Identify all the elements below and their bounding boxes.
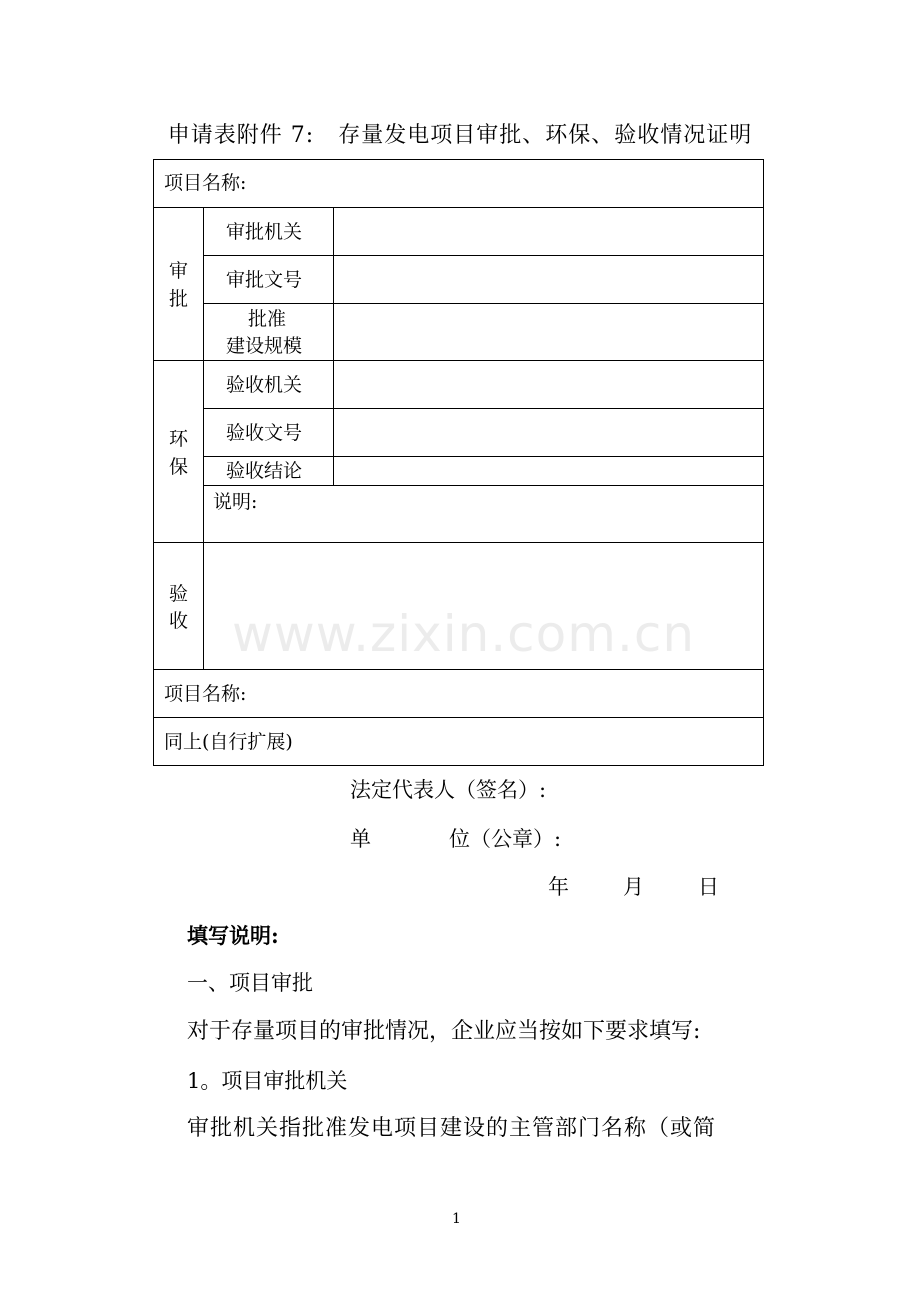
title-prefix: 申请表附件 7: — [167, 123, 315, 148]
acceptance-section-label-1: 验 — [169, 583, 189, 605]
env-doc-no-label: 验收文号 — [226, 422, 303, 444]
approval-scale-field[interactable] — [334, 304, 763, 360]
env-authority-label: 验收机关 — [226, 374, 303, 396]
approval-doc-no-field[interactable] — [334, 256, 763, 303]
unit-label-char: 单 — [350, 827, 371, 851]
project-name-label: 项目名称: — [164, 172, 247, 194]
approval-section-label-2: 批 — [169, 288, 189, 310]
document-title — [0, 120, 920, 152]
date-month-label: 月 — [623, 875, 644, 899]
date-year-label: 年 — [548, 875, 569, 899]
row-divider — [153, 669, 764, 670]
approval-authority-label: 审批机关 — [226, 221, 303, 243]
instructions-paragraph-1: 对于存量项目的审批情况，企业应当按如下要求填写: — [187, 1019, 701, 1044]
instructions-section-1: 一、项目审批 — [187, 971, 313, 995]
approval-authority-field[interactable] — [334, 208, 763, 255]
table-border-right — [763, 159, 764, 766]
legal-rep-signature-label: 法定代表人（签名）: — [350, 778, 547, 802]
instructions-item-1: 1。项目审批机关 — [187, 1069, 348, 1093]
title-text: 存量发电项目审批、环保、验收情况证明 — [338, 123, 753, 148]
row-divider — [153, 717, 764, 718]
approval-doc-no-label: 审批文号 — [226, 269, 303, 291]
env-conclusion-label: 验收结论 — [226, 460, 303, 482]
approval-scale-label-1: 批准 — [248, 308, 287, 330]
unit-seal-label: 位（公章）: — [449, 827, 562, 851]
table-border-left — [153, 159, 154, 766]
table-border-top — [153, 159, 764, 160]
page-number: 1 — [452, 1211, 461, 1227]
watermark: www.zixin.com.cn — [232, 605, 696, 663]
env-section-label-2: 保 — [169, 456, 189, 478]
instructions-paragraph-2: 审批机关指批准发电项目建设的主管部门名称（或简 — [187, 1116, 717, 1141]
acceptance-section-label-2: 收 — [169, 610, 189, 632]
approval-section-label-1: 审 — [169, 260, 189, 282]
env-section-label-1: 环 — [169, 428, 189, 450]
env-note-label: 说明: — [213, 491, 258, 513]
same-as-above-note: 同上(自行扩展) — [164, 731, 293, 753]
row-divider — [203, 485, 764, 486]
env-doc-no-field[interactable] — [334, 409, 763, 456]
approval-scale-label-2: 建设规模 — [226, 335, 303, 357]
date-day-label: 日 — [698, 875, 719, 899]
env-conclusion-field[interactable] — [334, 457, 763, 485]
instructions-heading: 填写说明: — [187, 923, 279, 948]
env-authority-field[interactable] — [334, 361, 763, 408]
project-name-label-2: 项目名称: — [164, 683, 247, 705]
table-border-bottom — [153, 765, 764, 766]
